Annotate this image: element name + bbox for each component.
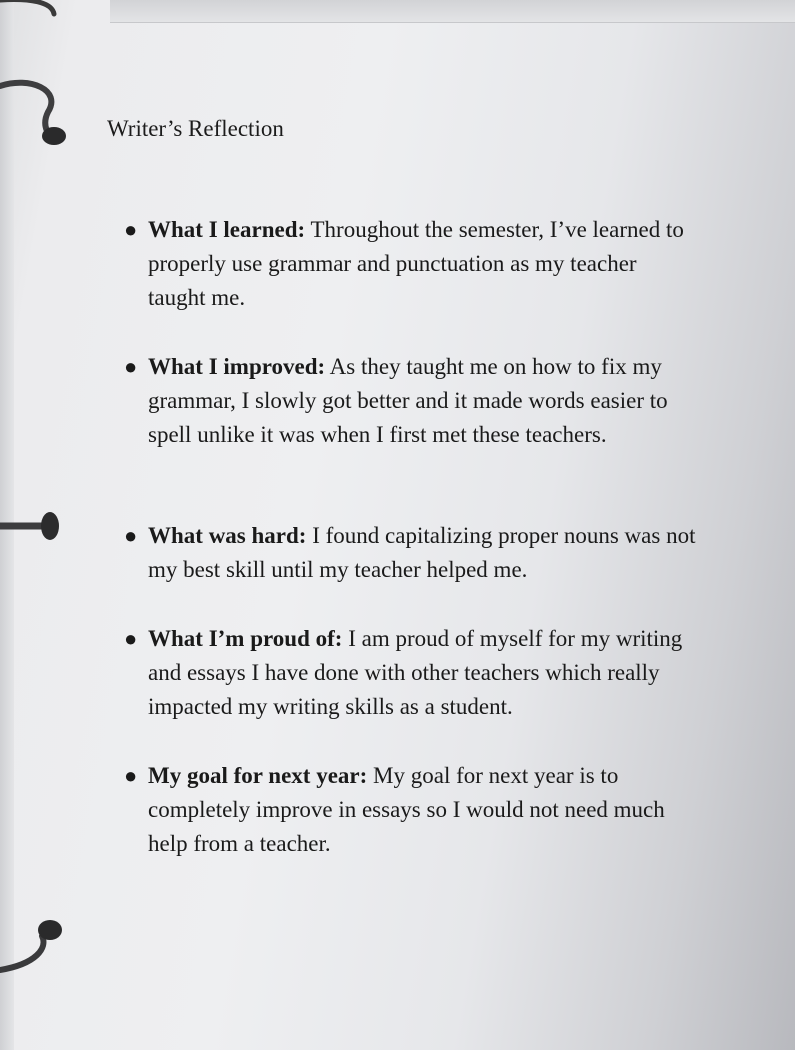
reflection-item-text (148, 622, 699, 724)
reflection-item-label: What was hard: (148, 523, 307, 548)
reflection-item-learned (124, 213, 699, 315)
bullet-icon: ● (124, 217, 138, 242)
reflection-item-improved (124, 350, 699, 452)
bullet-icon: ● (124, 763, 138, 788)
binder-ring-icon (0, 494, 70, 564)
bullet-icon: ● (124, 354, 138, 379)
reflection-item-text (148, 759, 699, 861)
reflection-item-body: Throughout the semester, I’ve learned to properly use grammar and punctuation as my teacher taught me. (148, 217, 684, 310)
reflection-item-label: My goal for next year: (148, 763, 368, 788)
reflection-item-hard (124, 519, 699, 587)
reflection-item-text (148, 213, 699, 315)
reflection-item-body: I found capitalizing proper nouns was not my best skill until my teacher helped me. (148, 523, 696, 582)
binder-ring-icon (0, 78, 70, 148)
reflection-item-label: What I improved: (148, 354, 326, 379)
binder-ring-icon (0, 0, 70, 50)
bullet-icon: ● (124, 523, 138, 548)
binder-ring-icon (0, 908, 70, 978)
reflection-item-proud (124, 622, 699, 724)
reflection-item-label: What I’m proud of: (148, 626, 343, 651)
reflection-item-text (148, 519, 699, 587)
bullet-icon: ● (124, 626, 138, 651)
reflection-item-body: I am proud of myself for my writing and essays I have done with other teachers which really impacted my writing skills as a student. (148, 626, 683, 719)
reflection-item-body: As they taught me on how to fix my grammar, I slowly got better and it made words easier to spell unlike it was when I first met these teachers. (148, 354, 668, 447)
document-title: Writer’s Reflection (107, 116, 284, 141)
reflection-item-body: My goal for next year is to completely improve in essays so I would not need much help from a teacher. (148, 763, 665, 856)
page-top-edge (110, 0, 795, 23)
reflection-item-label: What I learned: (148, 217, 306, 242)
reflection-item-text (148, 350, 699, 452)
reflection-item-goal (124, 759, 699, 861)
